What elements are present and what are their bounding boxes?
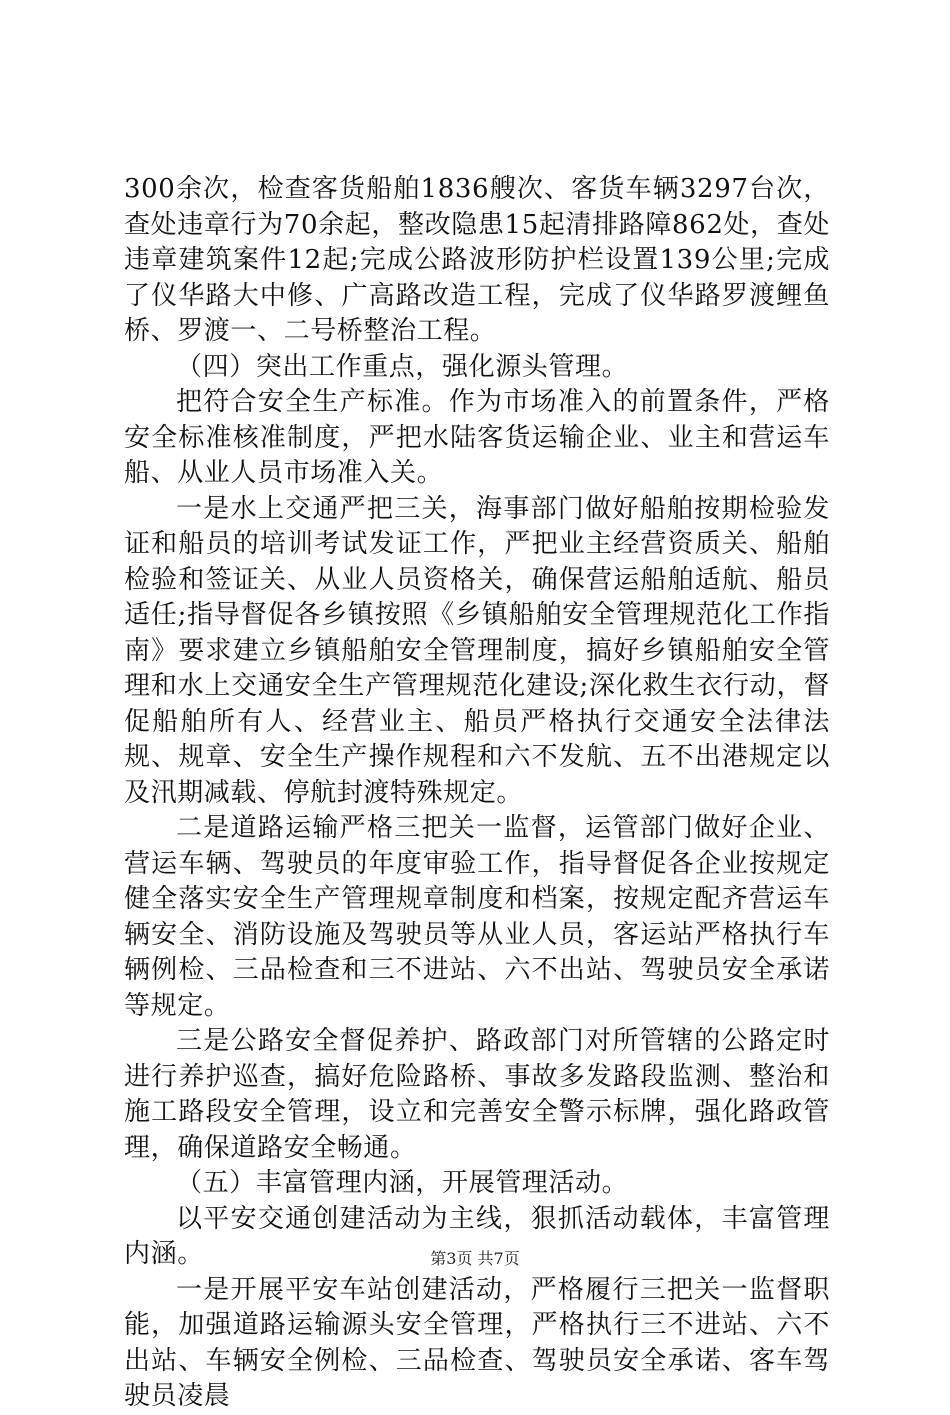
paragraph: 一是水上交通严把三关，海事部门做好船舶按期检验发证和船员的培训考试发证工作，严把业主经营资质关、船舶检验和签证关、从业人员资格关，确保营运船舶适航、船员适任;指导督促各乡镇按照《乡镇船舶安全管理规范化工作指南》要求建立乡镇船舶安全管理制度，搞好乡镇船舶安全管理和水上交通安全生产管理规范化建设;深化救生衣行动，督促船舶所有人、经营业主、船员严格执行交通安全法律法规、规章、安全生产操作规程和六不发航、五不出港规定以及汛期减载、停航封渡特殊规定。 — [124, 493, 830, 808]
paragraph: 二是道路运输严格三把关一监督，运管部门做好企业、营运车辆、驾驶员的年度审验工作，指导督促各企业按规定健全落实安全生产管理规章制度和档案，按规定配齐营运车辆安全、消防设施及驾驶员等从业人员，客运站严格执行车辆例检、三品检查和三不进站、六不出站、驾驶员安全承诺等规定。 — [124, 813, 830, 1021]
section-heading-4: （四）突出工作重点，强化源头管理。 — [176, 351, 629, 382]
section-heading-5: （五）丰富管理内涵，开展管理活动。 — [176, 1168, 629, 1198]
document-body — [124, 172, 830, 1415]
paragraph: 把符合安全生产标准。作为市场准入的前置条件，严格安全标准核准制度，严把水陆客货运输企业、业主和营运车船、从业人员市场准入关。 — [124, 387, 830, 488]
paragraph-continued: 300余次，检查客货船舶1836艘次、客货车辆3297台次，查处违章行为70余起，整改隐患15起清排路障862处，查处违章建筑案件12起;完成公路波形防护栏设置139公里;完成了仪华路大中修、广高路改造工程，完成了仪华路罗渡鲤鱼桥、罗渡一、二号桥整治工程。 — [124, 174, 830, 346]
paragraph: 以平安交通创建活动为主线，狠抓活动载体，丰富管理内涵。 — [124, 1203, 830, 1269]
paragraph: 一是开展平安车站创建活动，严格履行三把关一监督职能，加强道路运输源头安全管理，严格执行三不进站、六不出站、车辆安全例检、三品检查、驾驶员安全承诺、客车驾驶员凌晨 — [124, 1274, 830, 1411]
paragraph: 三是公路安全督促养护、路政部门对所管辖的公路定时进行养护巡查，搞好危险路桥、事故多发路段监测、整治和施工路段安全管理，设立和完善安全警示标牌，强化路政管理，确保道路安全畅通。 — [124, 1026, 830, 1163]
page-number-footer: 第3页 共7页 — [430, 1249, 520, 1268]
